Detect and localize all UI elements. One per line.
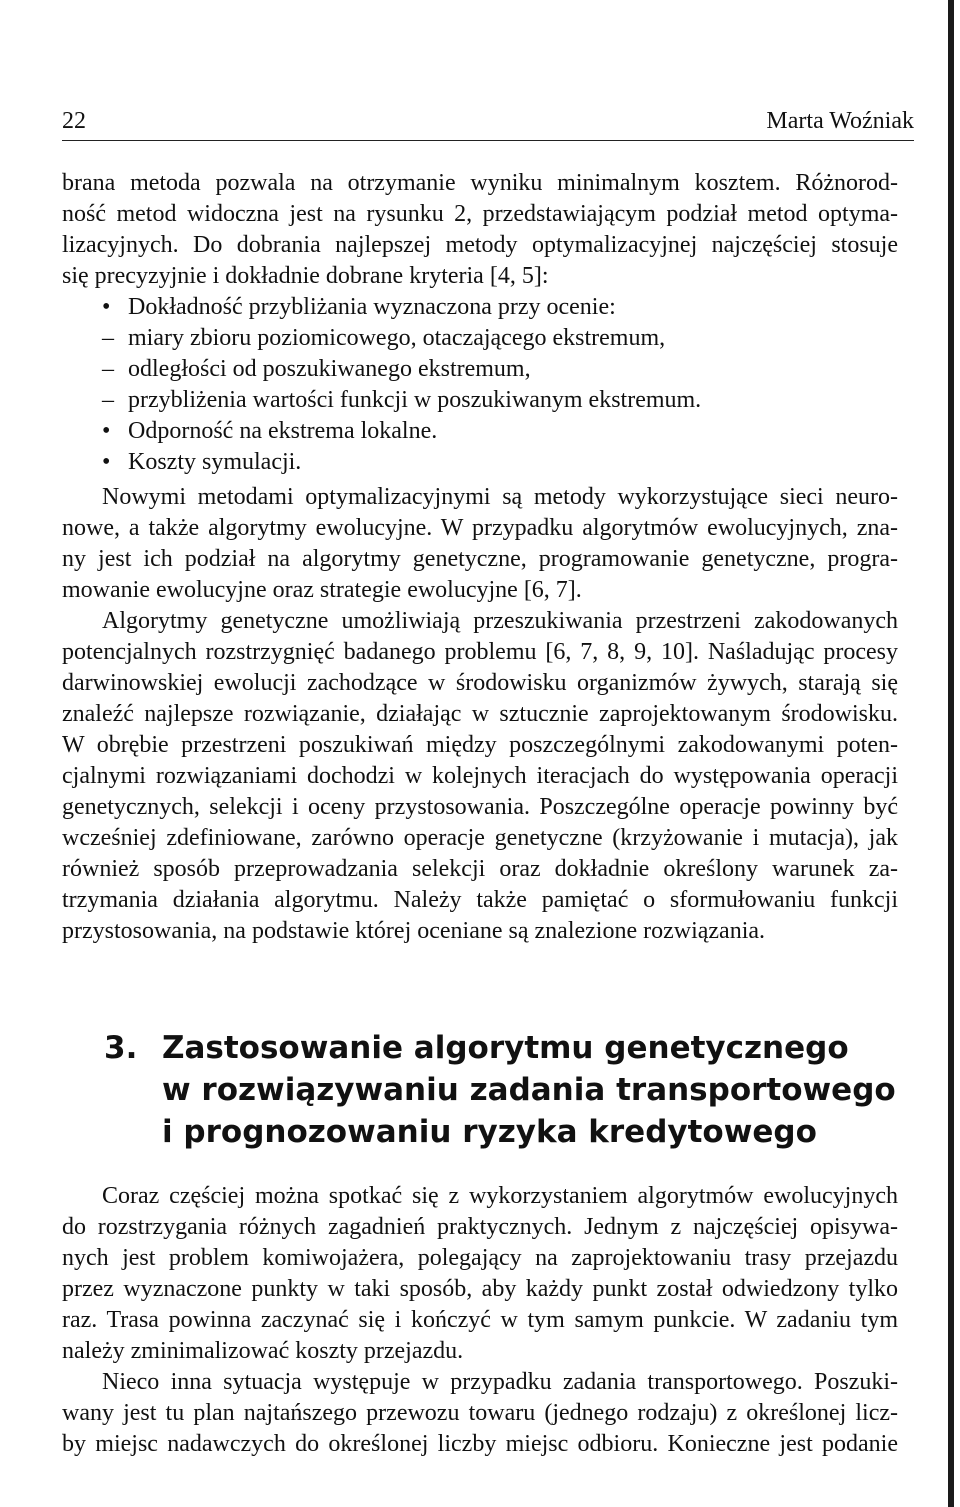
text-line: W obrębie przestrzeni poszukiwań między poszczególnymi zakodowanymi poten- bbox=[62, 732, 898, 758]
page-body bbox=[62, 168, 898, 1460]
text-line: ny jest ich podział na algorytmy genetyczne, programowanie genetyczne, progra- bbox=[62, 546, 898, 572]
criteria-list bbox=[62, 292, 898, 478]
paragraph-tsp bbox=[62, 1181, 898, 1367]
text-line: wcześniej zdefiniowane, zarówno operacje genetyczne (krzyżowanie i mutacja), jak bbox=[62, 825, 898, 851]
sub-list-item-text: odległości od poszukiwanego ekstremum, bbox=[128, 356, 531, 382]
text-line: nowe, a także algorytmy ewolucyjne. W przypadku algorytmów ewolucyjnych, zna- bbox=[62, 515, 898, 541]
text-line: cjalnymi rozwiązaniami dochodzi w kolejnych iteracjach do występowania operacji bbox=[62, 763, 898, 789]
dash-icon: – bbox=[102, 387, 114, 413]
list-item bbox=[62, 416, 898, 447]
section-heading bbox=[62, 1027, 898, 1153]
dash-icon: – bbox=[102, 356, 114, 382]
text-line: raz. Trasa powinna zaczynać się i kończyć w tym samym punkcie. W zadaniu tym bbox=[62, 1307, 898, 1333]
sub-list-item-text: miary zbioru poziomicowego, otaczającego ekstremum, bbox=[128, 325, 666, 351]
text-line: nych jest problem komiwojażera, polegający na zaprojektowaniu trasy przejazdu bbox=[62, 1245, 898, 1271]
author-name: Marta Woźniak bbox=[766, 108, 914, 134]
section-number: 3. bbox=[104, 1030, 138, 1066]
dash-icon: – bbox=[102, 325, 114, 351]
paragraph-transport bbox=[62, 1367, 898, 1460]
text-line: brana metoda pozwala na otrzymanie wyniku minimalnym kosztem. Różnorod- bbox=[62, 170, 898, 196]
text-line: mowanie ewolucyjne oraz strategie ewolucyjne [6, 7]. bbox=[62, 577, 582, 603]
list-item-text: Koszty symulacji. bbox=[128, 449, 302, 475]
bullet-icon: • bbox=[102, 418, 111, 444]
text-line: się precyzyjnie i dokładnie dobrane kryteria [4, 5]: bbox=[62, 263, 549, 289]
text-line: przystosowania, na podstawie której oceniane są znalezione rozwiązania. bbox=[62, 918, 766, 944]
text-line: wany jest tu plan najtańszego przewozu towaru (jednego rodzaju) z określonej licz- bbox=[62, 1400, 898, 1426]
paragraph-genetic bbox=[62, 606, 898, 947]
text-line: Nieco inna sytuacja występuje w przypadku zadania transportowego. Poszuki- bbox=[102, 1369, 898, 1395]
sub-list-item bbox=[62, 385, 898, 416]
text-line: darwinowskiej ewolucji zachodzące w środowisku organizmów żywych, starają się bbox=[62, 670, 898, 696]
text-line: Nowymi metodami optymalizacyjnymi są metody wykorzystujące sieci neuro- bbox=[102, 484, 898, 510]
text-line: Algorytmy genetyczne umożliwiają przeszukiwania przestrzeni zakodowanych bbox=[102, 608, 898, 634]
text-line: lizacyjnych. Do dobrania najlepszej metody optymalizacyjnej najczęściej stosuje bbox=[62, 232, 898, 258]
sub-list-item bbox=[62, 323, 898, 354]
bullet-icon: • bbox=[102, 449, 111, 475]
section-title-line: w rozwiązywaniu zadania transportowego bbox=[162, 1072, 896, 1108]
text-line: potencjalnych rozstrzygnięć badanego problemu [6, 7, 8, 9, 10]. Naśladując procesy bbox=[62, 639, 898, 665]
list-item-text: Dokładność przybliżania wyznaczona przy ocenie: bbox=[128, 294, 616, 320]
list-item bbox=[62, 292, 898, 323]
text-line: by miejsc nadawczych do określonej liczby miejsc odbioru. Konieczne jest podanie bbox=[62, 1431, 898, 1457]
text-line: trzymania działania algorytmu. Należy także pamiętać o sformułowaniu funkcji bbox=[62, 887, 898, 913]
text-line: również sposób przeprowadzania selekcji oraz dokładnie określony warunek za- bbox=[62, 856, 898, 882]
paragraph-intro bbox=[62, 168, 898, 292]
section-title-line: Zastosowanie algorytmu genetycznego bbox=[162, 1030, 849, 1066]
page-edge-shadow bbox=[948, 0, 954, 1507]
list-item-text: Odporność na ekstrema lokalne. bbox=[128, 418, 438, 444]
sub-list-item bbox=[62, 354, 898, 385]
list-item bbox=[62, 447, 898, 478]
page-number: 22 bbox=[62, 108, 86, 134]
paragraph-neural bbox=[62, 482, 898, 606]
text-line: genetycznych, selekcji i oceny przystosowania. Poszczególne operacje powinny być bbox=[62, 794, 898, 820]
text-line: ność metod widoczna jest na rysunku 2, przedstawiającym podział metod optyma- bbox=[62, 201, 898, 227]
text-line: należy zminimalizować koszty przejazdu. bbox=[62, 1338, 464, 1364]
text-line: znaleźć najlepsze rozwiązanie, działając w sztucznie zaprojektowanym środowisku. bbox=[62, 701, 898, 727]
sub-list-item-text: przybliżenia wartości funkcji w poszukiwanym ekstremum. bbox=[128, 387, 702, 413]
running-header bbox=[62, 104, 914, 141]
text-line: Coraz częściej można spotkać się z wykorzystaniem algorytmów ewolucyjnych bbox=[102, 1183, 898, 1209]
text-line: przez wyznaczone punkty w taki sposób, aby każdy punkt został odwiedzony tylko bbox=[62, 1276, 898, 1302]
text-line: do rozstrzygania różnych zagadnień praktycznych. Jednym z najczęściej opisywa- bbox=[62, 1214, 898, 1240]
bullet-icon: • bbox=[102, 294, 111, 320]
section-title-line: i prognozowaniu ryzyka kredytowego bbox=[162, 1114, 817, 1150]
